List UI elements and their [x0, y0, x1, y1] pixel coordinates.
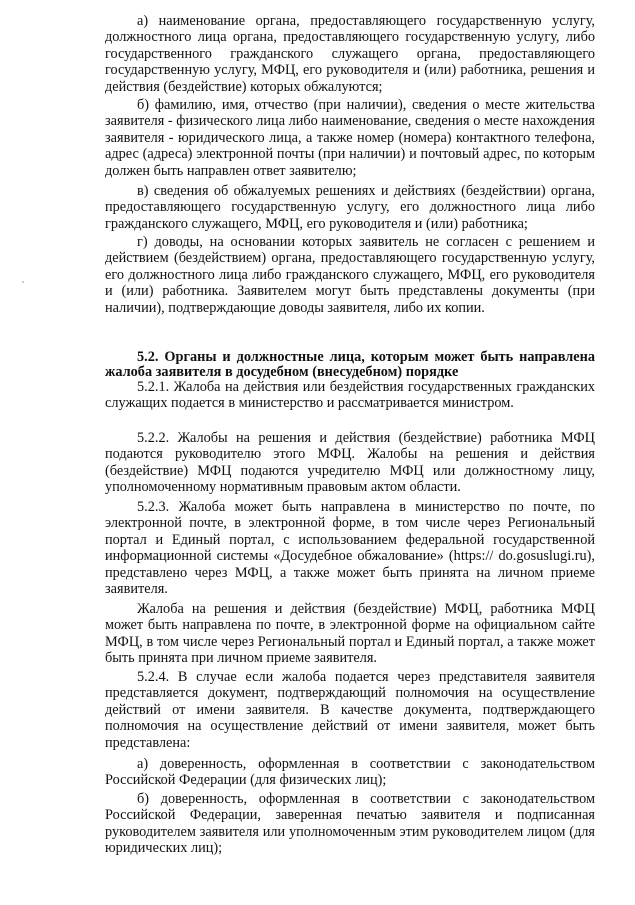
paragraph-mfc-complaint: Жалоба на решения и действия (бездействие) МФЦ, работника МФЦ может быть направлена по почте, в электронной форме на официальном сайте МФЦ, в том числе через Региональный портал и Единый портал, а также может быть принята при личном приеме заявителя. [105, 601, 595, 667]
paragraph-item-a: а) наименование органа, предоставляющего государственную услугу, должностного лица органа, предоставляющего государственную услугу, либо государственного гражданского служащего органа, предоставляющего государственную услугу, МФЦ, его руководителя и (или) работника, решения и действия (бездействие) которых обжалуются; [105, 13, 595, 95]
paragraph-5-2-1: 5.2.1. Жалоба на действия или бездействия государственных гражданских служащих подается в министерство и рассматривается министром. [105, 379, 595, 412]
paragraph-5-2-3: 5.2.3. Жалоба может быть направлена в министерство по почте, по электронной почте, в электронной форме, в том числе через Региональный портал и Единый портал, с использованием федеральной государственной информационной системы «Досудебное обжалование» (https:// do.gosuslugi.ru), представлено через МФЦ, а также может быть принята на личном приеме заявителя. [105, 499, 595, 598]
scan-speck [22, 281, 24, 283]
section-heading: 5.2. Органы и должностные лица, которым может быть направлена жалоба заявителя в досудебном (внесудебном) порядке [105, 349, 595, 380]
paragraph-item-b: б) фамилию, имя, отчество (при наличии), сведения о месте жительства заявителя - физического лица либо наименование, сведения о месте нахождения заявителя - юридического лица, а также номер (номера) контактного телефона, адрес (адреса) электронной почты (при наличии) и почтовый адрес, по которым должен быть направлен ответ заявителю; [105, 97, 595, 179]
paragraph-power-of-attorney-a: а) доверенность, оформленная в соответствии с законодательством Российской Федерации (для физических лиц); [105, 756, 595, 789]
paragraph-5-2-4: 5.2.4. В случае если жалоба подается через представителя заявителя представляется документ, подтверждающий полномочия на осуществление действий от имени заявителя. В качестве документа, подтверждающего полномочия на осуществление действий от имени заявителя, может быть представлена: [105, 669, 595, 751]
paragraph-item-v: в) сведения об обжалуемых решениях и действиях (бездействии) органа, предоставляющего государственную услугу, его должностного лица либо гражданского служащего, МФЦ, его руководителя и (или) работника; [105, 183, 595, 232]
paragraph-5-2-2: 5.2.2. Жалобы на решения и действия (бездействие) работника МФЦ подаются руководителю этого МФЦ. Жалобы на решения и действия (бездействие) МФЦ подаются учредителю МФЦ или должностному лицу, уполномоченному нормативным правовым актом области. [105, 430, 595, 496]
paragraph-power-of-attorney-b: б) доверенность, оформленная в соответствии с законодательством Российской Федерации, заверенная печатью заявителя и подписанная руководителем заявителя или уполномоченным этим руководителем лицом (для юридических лиц); [105, 791, 595, 857]
paragraph-item-g: г) доводы, на основании которых заявитель не согласен с решением и действием (бездействием) органа, предоставляющего государственную услугу, его должностного лица либо гражданского служащего, МФЦ, его руководителя и (или) работника. Заявителем могут быть представлены документы (при наличии), подтверждающие доводы заявителя, либо их копии. [105, 234, 595, 316]
